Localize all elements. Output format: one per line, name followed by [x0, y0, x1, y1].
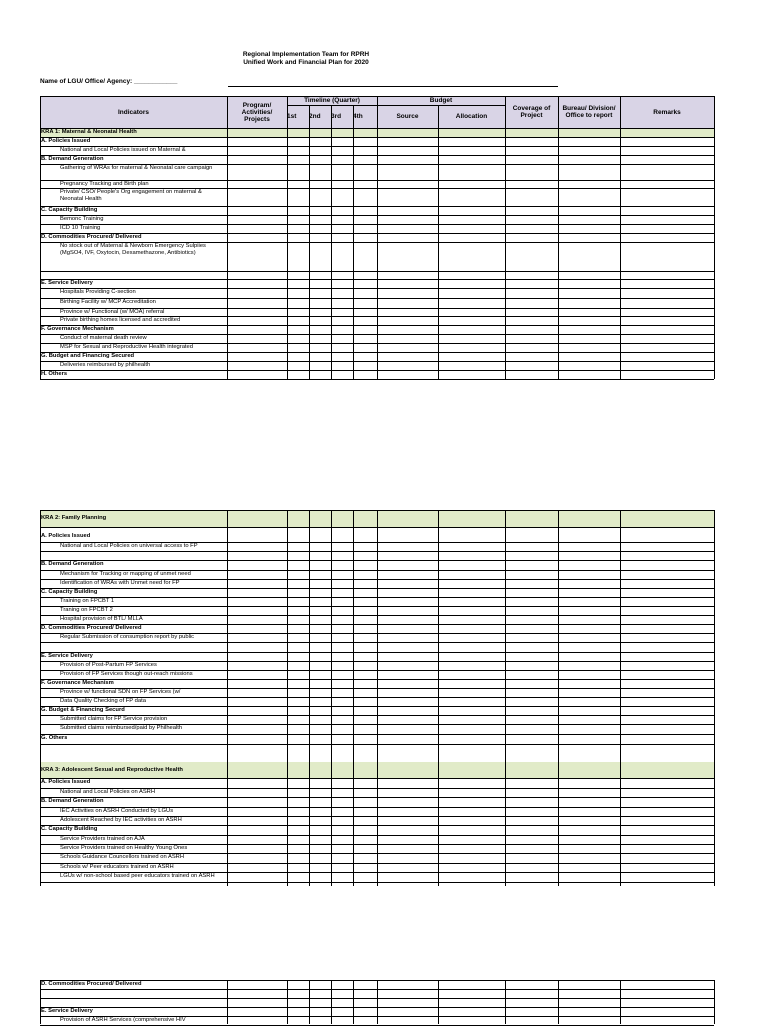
indicator-label: Service Providers trained on Healthy Young Ones [60, 845, 188, 851]
column-divider [377, 510, 378, 886]
category-label: F. Governance Mechanism [41, 680, 114, 686]
column-divider [309, 980, 310, 1024]
header-q2: 2nd [309, 105, 331, 128]
indicator-label: No stock out of Maternal & Newborn Emergency Sulpiies (MgSO4, IVF, Oxytocin, Dexamethazone, Antibiotics) [60, 243, 206, 256]
category-label: E. Service Delivery [41, 1008, 93, 1014]
column-divider [331, 105, 332, 379]
column-divider [620, 96, 621, 379]
column-divider [227, 510, 228, 886]
lgu-name-label: Name of LGU/ Office/ Agency: ____________ [40, 78, 178, 85]
category-label: G. Others [41, 735, 68, 741]
indicator-label: Private birthing homes licensed and accredited [60, 317, 181, 323]
column-divider [438, 510, 439, 886]
category-label: G. Budget and Financing Secured [41, 353, 135, 359]
indicator-label: IEC Activities on ASRH Conducted by LGUs [60, 808, 174, 814]
indicator-label: Bemonc Training [60, 216, 104, 222]
column-divider [287, 980, 288, 1024]
column-divider [309, 510, 310, 886]
budget-divider [377, 105, 505, 106]
header-coverage: Coverage of Project [505, 96, 558, 128]
indicator-label: Conduct of maternal death review [60, 335, 147, 341]
indicator-label: Schools w/ Peer educators trained on ASRH [60, 864, 174, 870]
indicator-label: Service Providers trained on AJA [60, 836, 145, 842]
column-divider [227, 96, 228, 379]
column-divider [558, 980, 559, 1024]
column-divider [40, 96, 41, 379]
indicator-label: Birthing Facility w/ MCP Accreditation [60, 299, 156, 305]
indicator-label: MSP for Sexual and Reproductive Health integrated [60, 344, 193, 350]
category-label: A. Policies Issued [41, 533, 91, 539]
header-budget: Budget [377, 96, 505, 105]
category-label: C. Capacity Building [41, 207, 98, 213]
indicator-label: Traning on FPCBT 2 [60, 607, 113, 613]
indicator-label: National and Local Policies on ASRH [60, 789, 156, 795]
indicator-label: Gathering of WRAs for maternal & Neonatal care campaign [60, 165, 213, 171]
indicator-label: Private/ CSO/ People's Org engagement on maternal & Neonatal Health [60, 189, 202, 202]
indicator-label: Hospitals Providing C-section [60, 289, 136, 295]
column-divider [353, 105, 354, 379]
header-timeline: Timeline (Quarter) [287, 96, 377, 105]
column-divider [558, 96, 559, 379]
indicator-label: Provision of ASRH Services (comprehensive HIV [60, 1017, 186, 1023]
category-label: B. Demand Generation [41, 156, 104, 162]
header-allocation: Allocation [438, 105, 505, 128]
column-divider [227, 980, 228, 1024]
timeline-divider [287, 105, 377, 106]
category-label: E. Service Delivery [41, 653, 93, 659]
indicator-label: Provision of FP Services though out-reach missions [60, 671, 193, 677]
indicator-label: Regular Submission of consumption report by public [60, 634, 195, 640]
category-label: B. Demand Generation [41, 561, 104, 567]
column-divider [714, 510, 715, 886]
category-label: A. Policies Issued [41, 138, 91, 144]
indicator-label: Provision of Post-Partum FP Services [60, 662, 157, 668]
category-label: C. Capacity Building [41, 589, 98, 595]
category-label: C. Capacity Building [41, 826, 98, 832]
category-label: B. Demand Generation [41, 798, 104, 804]
indicator-label: Deliveries reimbursed by philhealth [60, 362, 151, 368]
table-row [40, 379, 714, 380]
indicator-label: National and Local Policies issued on Maternal & [60, 147, 186, 153]
header-source: Source [377, 105, 438, 128]
column-divider [353, 510, 354, 886]
kra2-kra3-table [40, 510, 714, 886]
column-divider [377, 980, 378, 1024]
category-label: D. Commodities Procured/ Delivered [41, 234, 142, 240]
category-label: D. Commodities Procured/ Delivered [41, 625, 142, 631]
column-divider [331, 510, 332, 886]
kra3-continued-table [40, 980, 714, 1024]
column-divider [377, 96, 378, 379]
category-label: A. Policies Issued [41, 779, 91, 785]
column-divider [353, 980, 354, 1024]
category-label: G. Budget & Financing Securd [41, 707, 125, 713]
category-label: F. Governance Mechanism [41, 326, 114, 332]
indicator-label: Submitted claims for FP Service provision [60, 716, 168, 722]
indicator-label: Submitted claims reimbursed/paid by Philhealth [60, 725, 183, 731]
column-divider [438, 980, 439, 1024]
indicator-label: Hospital provision of BTL/ MLLA [60, 616, 143, 622]
column-divider [505, 96, 506, 379]
indicator-label: LGUs w/ non-school based peer educators trained on ASRH [60, 873, 215, 879]
header-q3: 3rd [331, 105, 353, 128]
category-label: H. Others [41, 371, 68, 377]
column-divider [714, 96, 715, 379]
column-divider [438, 105, 439, 379]
indicator-label: National and Local Policies on universal access to FP [60, 543, 198, 549]
indicator-label: Identification of WRAs with Unmet need for FP [60, 580, 180, 586]
column-divider [620, 510, 621, 886]
column-divider [40, 510, 41, 886]
column-divider [40, 980, 41, 1024]
indicator-label: Pregnancy Tracking and Birth plan [60, 181, 149, 187]
header-indicators: Indicators [40, 96, 227, 128]
column-divider [714, 980, 715, 1024]
column-divider [558, 510, 559, 886]
column-divider [309, 105, 310, 379]
column-divider [620, 980, 621, 1024]
header-bureau: Bureau/ Division/ Office to report [558, 96, 620, 128]
indicator-label: Mechanism for Tracking or mapping of unmet need [60, 571, 191, 577]
column-divider [287, 510, 288, 886]
category-label: E. Service Delivery [41, 280, 93, 286]
document-title-line2: Unified Work and Financial Plan for 2020 [243, 59, 369, 66]
column-divider [505, 980, 506, 1024]
category-label: D. Commodities Procured/ Delivered [41, 981, 142, 987]
column-divider [505, 510, 506, 886]
column-divider [331, 980, 332, 1024]
header-q1: 1st [287, 105, 309, 128]
indicator-label: Training on FPCBT 1 [60, 598, 115, 604]
indicator-label: Schools Guidance Councellors trained on ASRH [60, 854, 185, 860]
kra3-title: KRA 3: Adolescent Sexual and Reproductive Health [41, 767, 183, 773]
indicator-label: Province w/ Functional (w/ MOA) referral [60, 309, 165, 315]
indicator-label: ICD 10 Training [60, 225, 101, 231]
header-program: Program/ Activities/ Projects [227, 96, 287, 128]
header-remarks: Remarks [620, 96, 714, 128]
kra1-table [40, 96, 714, 419]
kra1-title: KRA 1: Maternal & Neonatal Health [41, 129, 137, 135]
document-title-line1: Regional Implementation Team for RPRH [242, 51, 370, 58]
kra2-title: KRA 2: Family Planning [41, 515, 107, 521]
column-divider [287, 96, 288, 379]
indicator-label: Data Quality Checking of FP data [60, 698, 146, 704]
header-q4: 4th [353, 105, 377, 128]
indicator-label: Adolescent Reached by IEC activities on ASRH [60, 817, 182, 823]
lgu-name-field[interactable] [228, 86, 558, 87]
indicator-label: Province w/ functional SDN on FP Services (w/ [60, 689, 181, 695]
